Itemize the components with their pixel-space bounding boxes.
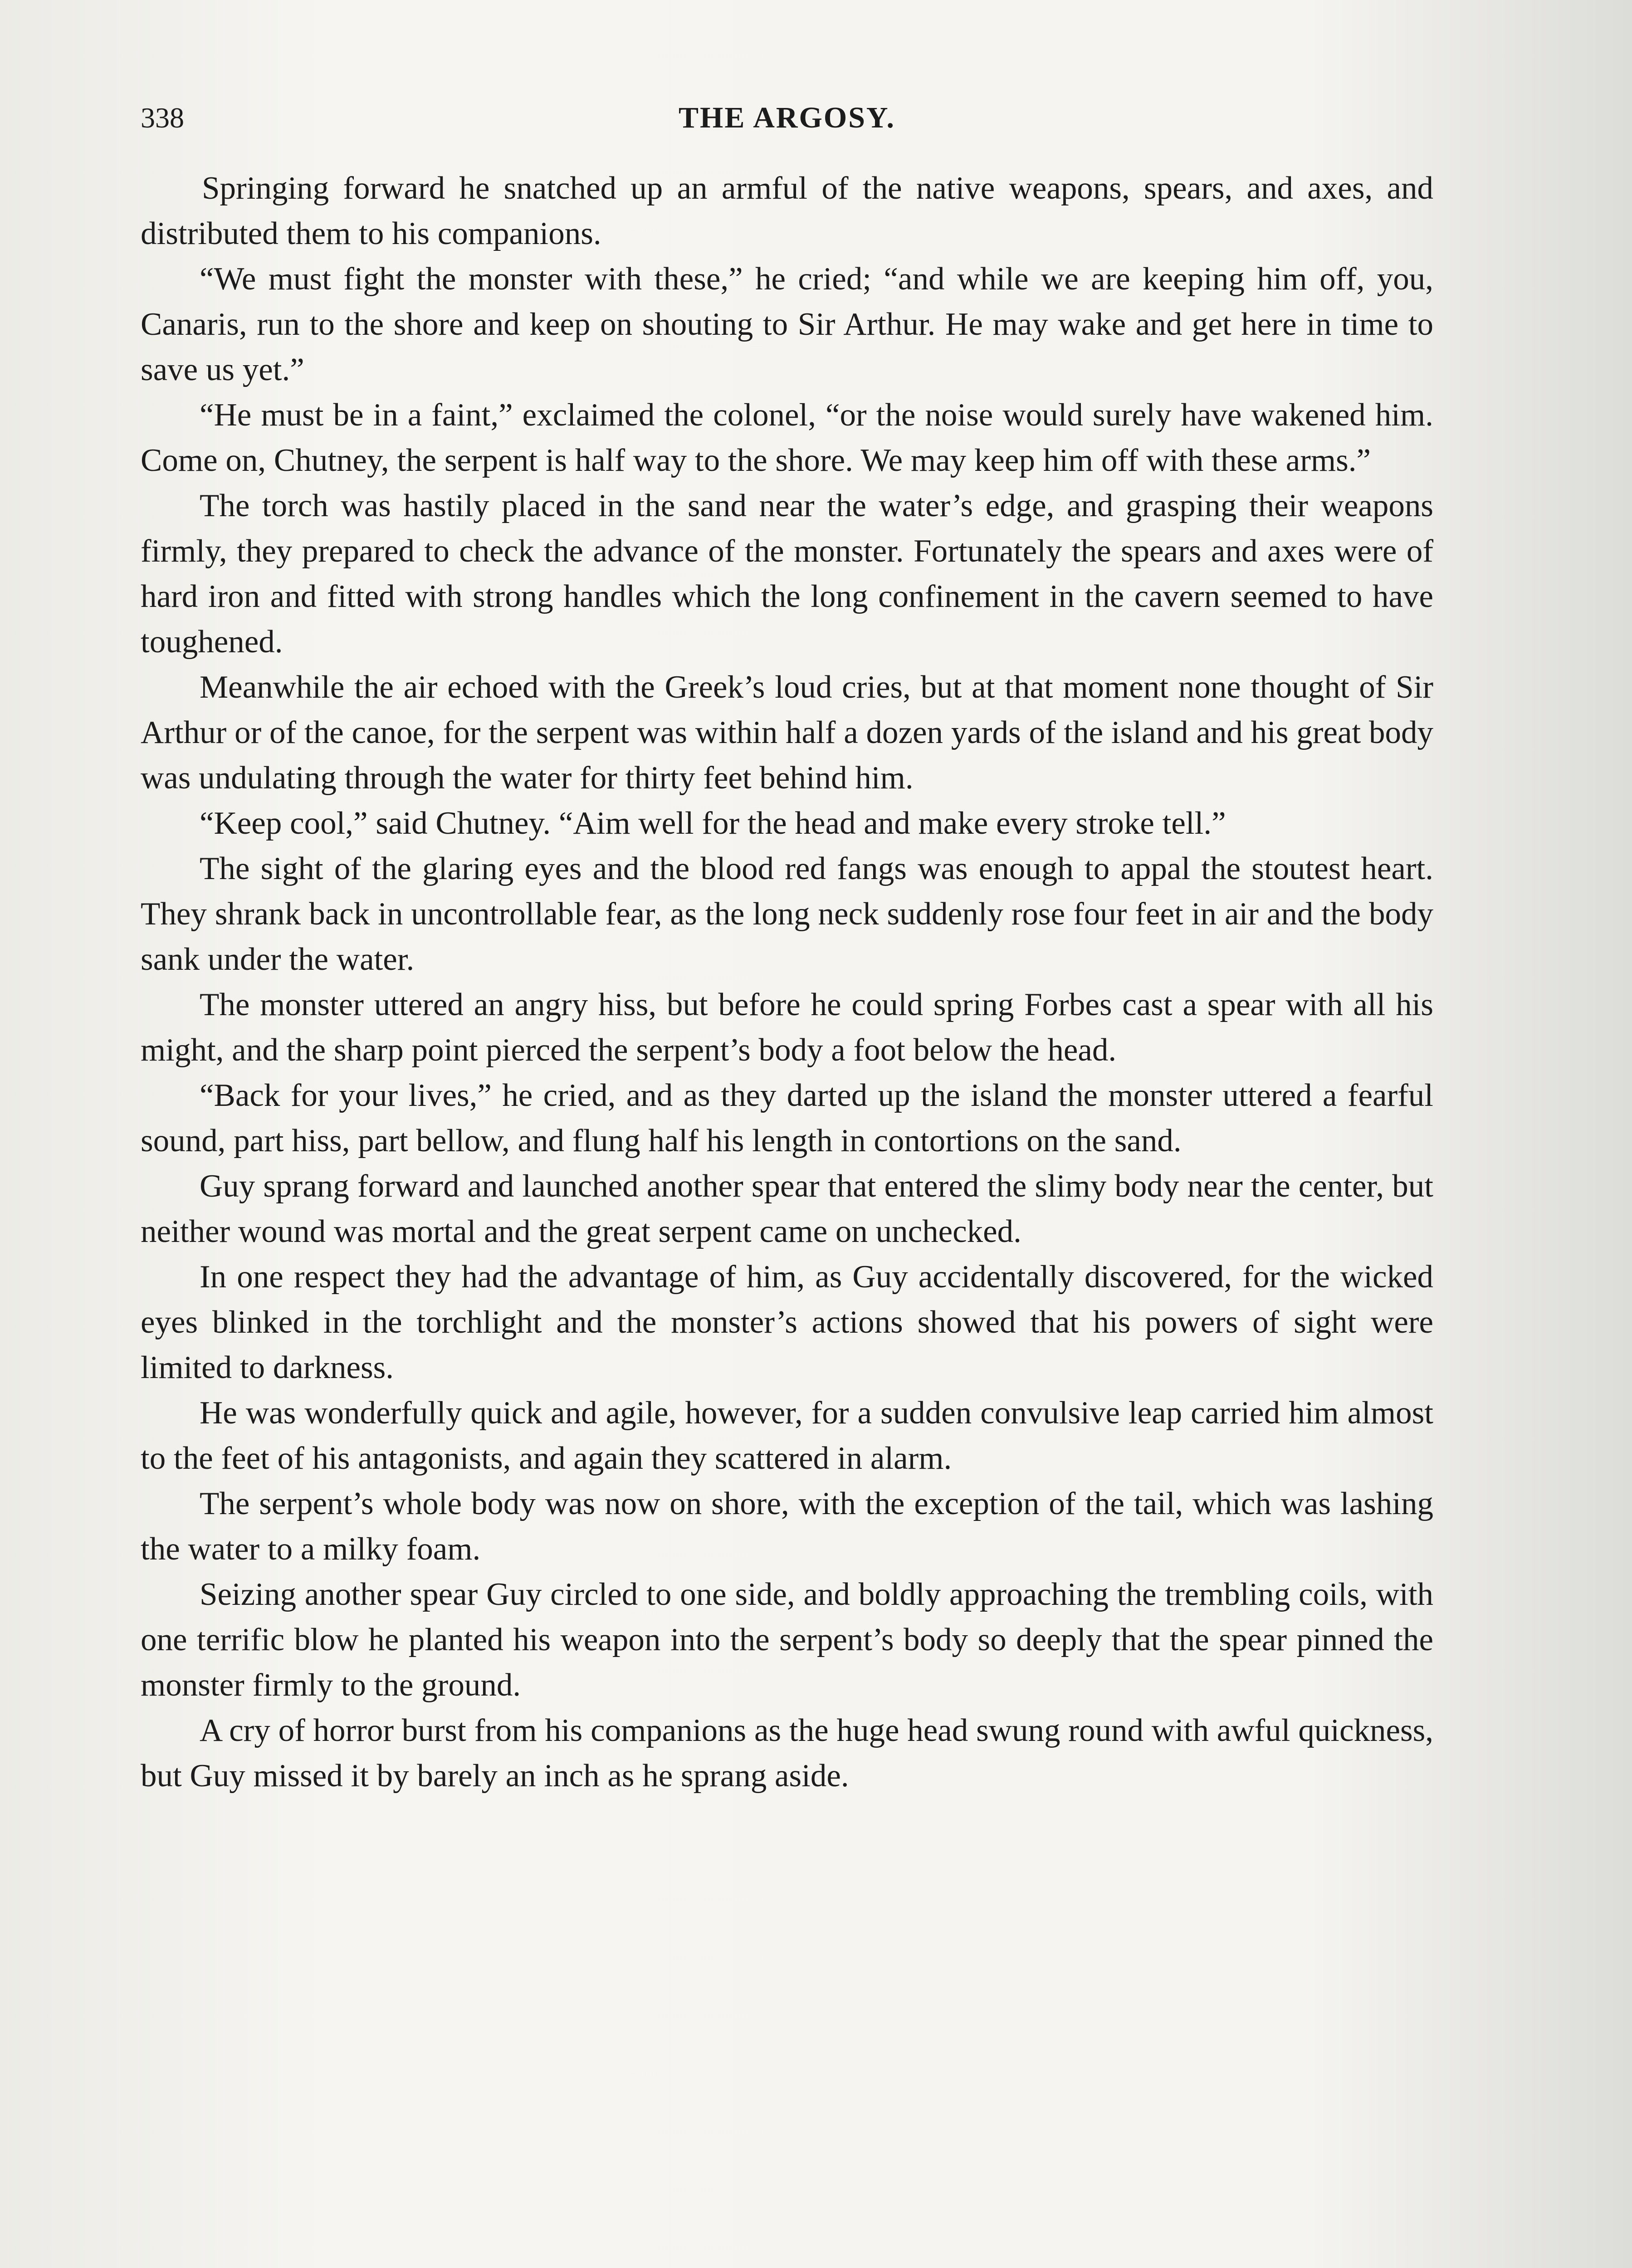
running-title: THE ARGOSY. — [678, 101, 896, 134]
paragraph: Springing forward he snatched up an armful of the native weapons, spears, and axes, and distributed them to his companions. — [141, 171, 1433, 251]
body-text — [141, 166, 1433, 1799]
paragraph: A cry of horror burst from his companions as the huge head swung round with awful quickness, but Guy missed it by barely an inch as he sprang aside. — [141, 1713, 1433, 1794]
paragraph: Meanwhile the air echoed with the Greek’s loud cries, but at that moment none thought of Sir Arthur or of the canoe, for the serpent was within half a dozen yards of the island and his great body was undulating through the water for thirty feet behind him. — [141, 670, 1433, 796]
paragraph: The monster uttered an angry hiss, but before he could spring Forbes cast a spear with all his might, and the sharp point pierced the serpent’s body a foot below the head. — [141, 987, 1433, 1068]
paragraph: Seizing another spear Guy circled to one side, and boldly approaching the trembling coils, with one terrific blow he planted his weapon into the serpent’s body so deeply that the spear pinned the monster firmly to the ground. — [141, 1577, 1433, 1703]
paragraph: The torch was hastily placed in the sand near the water’s edge, and grasping their weapons firmly, they prepared to check the advance of the monster. Fortunately the spears and axes were of hard iron and fitted with strong handles which the long confinement in the cavern seemed to have toughened. — [141, 488, 1433, 660]
paragraph: “Back for your lives,” he cried, and as they darted up the island the monster uttered a fearful sound, part hiss, part bellow, and flung half his length in contortions on the sand. — [141, 1078, 1433, 1158]
paragraph: The serpent’s whole body was now on shore, with the exception of the tail, which was lashing the water to a milky foam. — [141, 1486, 1433, 1567]
paragraph: The sight of the glaring eyes and the blood red fangs was enough to appal the stoutest heart. They shrank back in uncontrollable fear, as the long neck suddenly rose four feet in air and the body sank under the water. — [141, 851, 1433, 977]
paragraph: He was wonderfully quick and agile, however, for a sudden convulsive leap carried him almost to the feet of his antagonists, and again they scattered in alarm. — [141, 1395, 1433, 1476]
page-header — [141, 98, 1433, 138]
paragraph: “We must fight the monster with these,” he cried; “and while we are keeping him off, you, Canaris, run to the shore and keep on shouting to Sir Arthur. He may wake and get here in time to save us yet.” — [141, 261, 1433, 387]
paragraph: “He must be in a faint,” exclaimed the colonel, “or the noise would surely have wakened him. Come on, Chutney, the serpent is half way to the shore. We may keep him off with these arms.” — [141, 397, 1433, 478]
paragraph: Guy sprang forward and launched another spear that entered the slimy body near the center, but neither wound was mortal and the great serpent came on unchecked. — [141, 1168, 1433, 1249]
paragraph: “Keep cool,” said Chutney. “Aim well for the head and make every stroke tell.” — [200, 806, 1226, 841]
paragraph: In one respect they had the advantage of him, as Guy accidentally discovered, for the wicked eyes blinked in the torchlight and the monster’s actions showed that his powers of sight were limited to darkness. — [141, 1259, 1433, 1385]
page-number: 338 — [141, 102, 184, 134]
